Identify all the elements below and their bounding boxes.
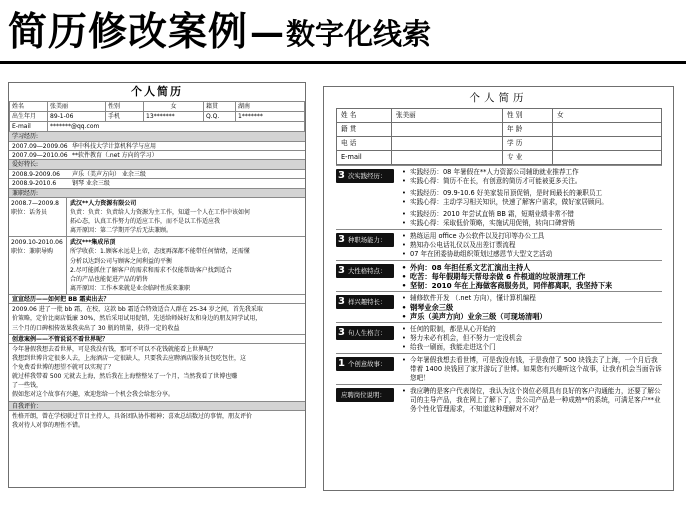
- section-item-text: 实践心得：主动学习相关知识，快速了解客户需求，做好家居顾问。: [410, 198, 608, 206]
- info-row: [337, 109, 662, 123]
- section-item-text: 外向：08 年担任系文艺汇演出主持人: [410, 263, 531, 272]
- info-label: 性 别: [503, 109, 553, 123]
- section-label: 应聘岗位说明：: [341, 391, 386, 399]
- resume-section: [336, 260, 662, 291]
- section-item: [398, 232, 662, 241]
- bullet-icon: •: [402, 325, 406, 333]
- bullet-icon: •: [402, 241, 406, 249]
- section-item: [398, 281, 662, 290]
- title-main: 简历修改案例: [8, 10, 249, 55]
- bullet-icon: •: [402, 294, 406, 302]
- bullet-icon: •: [402, 250, 406, 258]
- info-label: 电 话: [337, 137, 392, 151]
- section-tab: [336, 295, 394, 309]
- info-value: [553, 123, 662, 137]
- resume-section: [336, 322, 662, 353]
- info-value: [392, 123, 503, 137]
- section-number: 3: [338, 265, 345, 276]
- info-cell: Q.Q.: [204, 112, 236, 122]
- bullet-icon: •: [401, 303, 407, 312]
- section-label: 大性格特点：: [347, 267, 387, 275]
- job-line: 分析以达到公司与顾客之间利益的平衡: [70, 257, 173, 265]
- education-row: [9, 142, 305, 151]
- section-label: 个创意故事：: [347, 360, 387, 368]
- info-row: [10, 102, 305, 112]
- hobby-desc: 声乐（美声方向） 业余三级: [72, 170, 146, 178]
- section-number: 3: [338, 327, 345, 338]
- resume-section: [336, 384, 662, 415]
- section-item-text: 给我一刷面，我能走进这个门: [410, 343, 496, 351]
- info-cell: 1*******: [236, 112, 305, 122]
- section-item-text: 任何的限制，都是从心开始的: [410, 325, 496, 333]
- info-cell: 性别: [106, 102, 144, 112]
- job-company: 武汉***集成吊顶: [70, 239, 116, 247]
- section-item: [398, 177, 662, 186]
- info-label: E-mail: [337, 151, 392, 165]
- story1-line: 2009.06 进了一批 bb 霜，在校，这款 bb 霜适合特效适合人群在 25-34 岁之间，首先我采取: [12, 306, 263, 314]
- section-item-text: 今年暑假我想去看世博，可是我没有钱，于是我借了 500 块钱去了上海，一个月后我带着 1400 块钱回了家并游玩了世博。如果您有兴趣听这个故事，让我有机会当面告诉您吧！: [410, 356, 662, 382]
- hobby-header: 爱好特长:: [9, 160, 305, 169]
- job-date: 2008.7—2009.8: [11, 200, 59, 208]
- section-item: [398, 250, 662, 259]
- section-item: [398, 356, 662, 383]
- job-line: 拓心态，认真工作努力的适应工作，而不是以工作适应我: [70, 218, 221, 226]
- info-value: [553, 151, 662, 165]
- story1-header: 宣宣经历——如何把 BB 霜卖出去？: [9, 295, 305, 304]
- info-cell: 籍贯: [204, 102, 236, 112]
- section-item: [398, 241, 662, 250]
- section-item-text: 努力未必有机会，但不努力一定没机会: [410, 334, 523, 342]
- self-eval-line: 我对待人对事的理性不错。: [12, 422, 85, 430]
- education-desc: 华中科技大学计算机科学与应用: [72, 142, 157, 150]
- hobby-desc: 钢琴 业余三级: [72, 180, 110, 188]
- section-label: 次实践经历：: [347, 172, 387, 180]
- personal-info-table: [9, 101, 305, 132]
- section-item-text: 实践经历：08 年暑假在**人力资源公司辅助就业推荐工作: [410, 168, 579, 176]
- bullet-icon: •: [402, 168, 406, 176]
- resume-sections: [324, 165, 673, 415]
- info-value: 女: [553, 109, 662, 123]
- title-sub: 数字化线索: [286, 17, 432, 51]
- info-row: [10, 122, 305, 132]
- section-item-text: 实践心得：简历不在长，有创意的简历才可能被更多关注。: [410, 177, 582, 185]
- self-eval-line: 性格开朗，曾在学校联过节目主持人，具备团队协作精神；喜欢总结数过的事情，朋友评价: [12, 412, 253, 420]
- section-item: [398, 387, 662, 414]
- section-tab: [336, 233, 394, 247]
- education-desc: **软件教育（.net 方向的学习）: [72, 152, 158, 160]
- self-eval-header: 自我评价：: [9, 402, 305, 411]
- section-item: [398, 294, 662, 303]
- section-item: [398, 263, 662, 272]
- info-cell: *******@qq.com: [48, 122, 305, 132]
- section-item: [398, 198, 662, 207]
- job-line: 离开原因：工作本来就是业余临时性质来兼职: [70, 284, 191, 292]
- job-line: 合的产品也能促进产品的销售: [70, 275, 149, 283]
- info-cell: 89-1-06: [48, 112, 106, 122]
- info-label: 姓 名: [337, 109, 392, 123]
- section-tab: [336, 357, 394, 371]
- bullet-icon: •: [402, 232, 406, 240]
- info-cell: 湖南: [236, 102, 305, 112]
- info-value: [553, 137, 662, 151]
- section-item-text: 实践经历：09.9-10.6 好美家装吊顶促销，是时间最长的兼职员工: [410, 189, 603, 197]
- section-item: [398, 343, 662, 352]
- section-item-text: 坚韧：2010 年在上海做客商服务员，同伴都离职，我坚持下来: [410, 281, 613, 290]
- bullet-icon: •: [401, 312, 407, 321]
- section-tab: [336, 388, 394, 402]
- section-item: [398, 168, 662, 177]
- self-eval-body: [9, 411, 305, 431]
- bullet-icon: •: [401, 263, 407, 272]
- info-cell: 出生年月: [10, 112, 48, 122]
- job-line: 离开原因：第二学期开学后无法兼顾。: [70, 227, 173, 235]
- resume-section: [336, 291, 662, 322]
- story1-line: 三个月的口碑相传效果我卖出了 30 瓶的销量，获得一定的收益: [12, 324, 180, 332]
- job-company: 武汉**人力资源有限公司: [70, 200, 137, 208]
- story2-line: 个免费看世博的想望不就可以实现了？: [12, 364, 115, 372]
- info-row: [337, 151, 662, 165]
- bullet-icon: •: [401, 272, 407, 281]
- section-item: [398, 210, 662, 219]
- original-resume: [8, 82, 306, 488]
- resume-section: [336, 165, 662, 229]
- info-cell: E-mail: [10, 122, 48, 132]
- story1-line: 价策略，定价比商店低廉 30%，然后采用试用促销，先送给师妹好友和身边的朋友同学试用，: [12, 315, 262, 323]
- job-entry: [9, 237, 305, 295]
- bullet-icon: •: [402, 177, 406, 185]
- job-date: 2009.10-2010.06: [11, 239, 63, 247]
- education-date: 2007.09—2010.06: [12, 152, 68, 160]
- info-cell: 张美丽: [48, 102, 106, 112]
- section-item-text: 07 年在团委协助组织策划过感恩节大型文艺活动: [410, 250, 553, 258]
- info-value: [392, 151, 503, 165]
- job-role: 职位：话务员: [11, 209, 48, 217]
- section-item-text: 辅修软件开发 （.net 方向），懂计算机编程: [410, 294, 536, 302]
- story2-line: 了一些钱，: [12, 382, 43, 390]
- title-rule: [0, 61, 686, 64]
- story2-header: 创意案例——不管说说不看世界呢？: [9, 335, 305, 344]
- section-item: [398, 303, 662, 312]
- revised-resume: [323, 86, 674, 491]
- section-number: 3: [338, 170, 345, 181]
- bullet-icon: •: [402, 198, 406, 206]
- section-item: [398, 325, 662, 334]
- section-item-text: 钢琴业余三级: [410, 303, 454, 312]
- bullet-icon: •: [402, 219, 406, 227]
- work-header: 兼职经历:: [9, 189, 305, 198]
- story2-line: 今年暑假我想去看世界，可是我没有钱，那可不可以不花钱就能看上世界呢？: [12, 346, 217, 354]
- section-item: [398, 219, 662, 228]
- job-role: 职位：兼职导购: [11, 248, 54, 256]
- job-line: 负责：负责：负责给人力资源为主工作，知道一个人在工作中该如何: [70, 209, 251, 217]
- info-row: [337, 137, 662, 151]
- hobby-date: 2008.9-2009.06: [12, 170, 60, 178]
- info-label: 籍 贯: [337, 123, 392, 137]
- story1-body: [9, 304, 305, 334]
- section-tab: [336, 264, 394, 278]
- section-tab: [336, 326, 394, 340]
- bullet-icon: •: [401, 281, 407, 290]
- section-number: 3: [338, 296, 345, 307]
- bullet-icon: •: [402, 334, 406, 342]
- info-cell: 手机: [106, 112, 144, 122]
- info-row: [10, 112, 305, 122]
- section-item-text: 声乐（美声方向）业余三级（可现场清唱）: [410, 312, 547, 321]
- story2-line: 我想到世博肯定很多人去，上海酒店一定很缺人，只要我去应聘酒店服务员包吃包住，这: [12, 355, 247, 363]
- section-label: 种职场能力：: [347, 236, 387, 244]
- story2-body: [9, 344, 305, 402]
- hobby-row: [9, 179, 305, 188]
- job-line: 所学收获：1.顾客永远是上帝，态度再深都不能带任何情绪，还需懂: [70, 248, 250, 256]
- title-dash: —: [250, 13, 285, 53]
- job-entry: [9, 198, 305, 237]
- info-label: 专 业: [503, 151, 553, 165]
- bullet-icon: •: [402, 356, 406, 364]
- info-label: 学 历: [503, 137, 553, 151]
- bullet-icon: •: [402, 189, 406, 197]
- section-item: [398, 272, 662, 281]
- education-header: 学习经历:: [9, 132, 305, 141]
- bullet-icon: •: [402, 387, 406, 395]
- section-item: [398, 312, 662, 321]
- info-cell: 姓名: [10, 102, 48, 112]
- section-item-text: 熟练运用 office 办公软件以及打印等办公工具: [410, 232, 545, 240]
- story2-line: 就过样我带着 500 元就去上海，然后我在上海整整呆了一个月，当然我看了世博也赚: [12, 373, 238, 381]
- story2-line: 假如您对这个故事有兴趣，欢迎您给一个机会我会给您分享。: [12, 391, 175, 399]
- section-item-text: 实践心得：采取低价策略，实施试用促销，转向口碑营销: [410, 219, 575, 227]
- section-item-text: 熟知办公电话礼仪以及出差订票流程: [410, 241, 516, 249]
- info-value: 张美丽: [392, 109, 503, 123]
- section-tab: [336, 169, 394, 183]
- section-item: [398, 189, 662, 198]
- section-number: 1: [338, 358, 345, 369]
- personal-info-table: [336, 108, 662, 165]
- resume-title: 个人简历: [469, 92, 528, 104]
- info-row: [337, 123, 662, 137]
- education-date: 2007.09—2009.06: [12, 142, 68, 150]
- info-cell: 13*******: [144, 112, 204, 122]
- slide-title: [8, 4, 431, 56]
- section-item: [398, 334, 662, 343]
- job-line: 2.尽可能抓住了解客户的需求和需求不仅能帮助客户找到适合: [70, 266, 232, 274]
- resume-section: [336, 229, 662, 260]
- hobby-row: [9, 170, 305, 179]
- resume-section: [336, 353, 662, 384]
- section-label: 句人生格言：: [347, 329, 387, 337]
- section-label: 样兴趣特长：: [347, 298, 387, 306]
- education-row: [9, 151, 305, 160]
- section-item-text: 我应聘的是客户代表岗位，我认为这个岗位必须具有良好的客户沟通能力，还要了解公司的主导产品，我在网上了解下了，贵公司产品是一种成熟**的系统，可满足客户**业务个性化管理需求，不知道这种理解对不对？: [410, 387, 661, 413]
- bullet-icon: •: [402, 210, 406, 218]
- section-number: 3: [338, 234, 345, 245]
- hobby-date: 2008.9-2010.6: [12, 180, 57, 188]
- section-item-text: 实践经历：2010 年尝试直销 BB 霜，短期业绩非常不错: [410, 210, 574, 218]
- bullet-icon: •: [402, 343, 406, 351]
- info-cell: 女: [144, 102, 204, 112]
- section-item-text: 吃苦：每年假期每天帮母亲做 6 件根道的垃圾清理工作: [410, 272, 586, 281]
- info-label: 年 龄: [503, 123, 553, 137]
- info-value: [392, 137, 503, 151]
- resume-title: 个人简历: [131, 85, 183, 98]
